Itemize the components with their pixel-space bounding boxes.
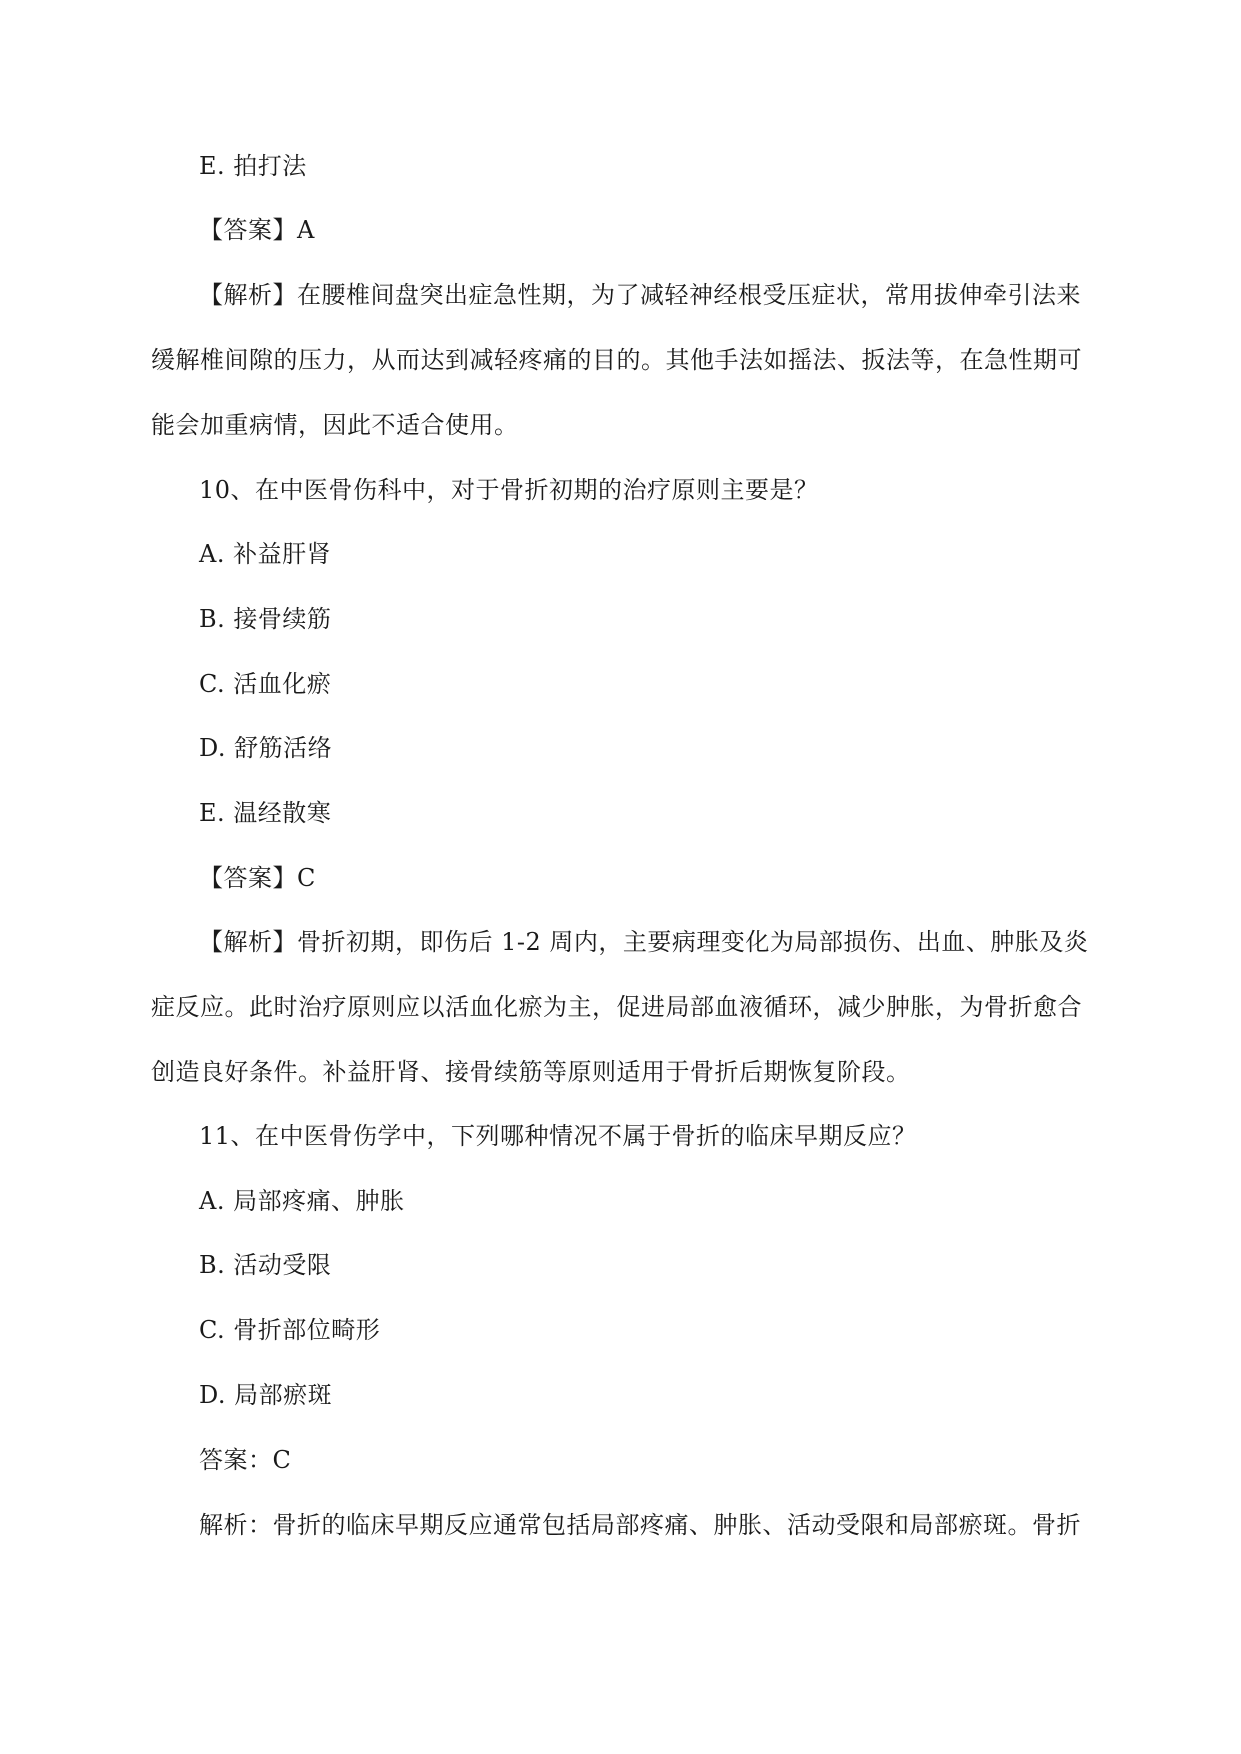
q9-answer: 【答案】A bbox=[199, 216, 315, 244]
q9-analysis-line-1: 【解析】在腰椎间盘突出症急性期，为了减轻神经根受压症状，常用拔伸牵引法来 bbox=[199, 281, 1081, 309]
q10-option-e: E. 温经散寒 bbox=[199, 799, 332, 827]
q11-option-d: D. 局部瘀斑 bbox=[199, 1381, 333, 1409]
q10-option-c: C. 活血化瘀 bbox=[199, 670, 332, 698]
q10-option-b: B. 接骨续筋 bbox=[199, 605, 332, 633]
q11-option-a: A. 局部疼痛、肿胀 bbox=[199, 1187, 405, 1215]
q10-analysis-line-1: 【解析】骨折初期，即伤后 1-2 周内，主要病理变化为局部损伤、出血、肿胀及炎 bbox=[199, 928, 1089, 956]
q10-analysis-line-2: 症反应。此时治疗原则应以活血化瘀为主，促进局部血液循环，减少肿胀，为骨折愈合 bbox=[151, 993, 1082, 1021]
q11-option-b: B. 活动受限 bbox=[199, 1251, 332, 1279]
q11-analysis-line-1: 解析：骨折的临床早期反应通常包括局部疼痛、肿胀、活动受限和局部瘀斑。骨折 bbox=[199, 1511, 1081, 1539]
q11-question: 11、在中医骨伤学中，下列哪种情况不属于骨折的临床早期反应？ bbox=[199, 1122, 917, 1150]
q11-answer: 答案：C bbox=[199, 1446, 292, 1474]
q10-analysis-line-3: 创造良好条件。补益肝肾、接骨续筋等原则适用于骨折后期恢复阶段。 bbox=[151, 1058, 911, 1086]
q10-answer: 【答案】C bbox=[199, 864, 316, 892]
q9-analysis-line-3: 能会加重病情，因此不适合使用。 bbox=[151, 411, 519, 439]
q9-option-e: E. 拍打法 bbox=[199, 152, 307, 180]
q11-option-c: C. 骨折部位畸形 bbox=[199, 1316, 381, 1344]
q9-analysis-line-2: 缓解椎间隙的压力，从而达到减轻疼痛的目的。其他手法如摇法、扳法等，在急性期可 bbox=[151, 346, 1082, 374]
q10-option-d: D. 舒筋活络 bbox=[199, 734, 333, 762]
q10-question: 10、在中医骨伤科中，对于骨折初期的治疗原则主要是？ bbox=[199, 476, 819, 504]
q10-option-a: A. 补益肝肾 bbox=[199, 540, 332, 568]
